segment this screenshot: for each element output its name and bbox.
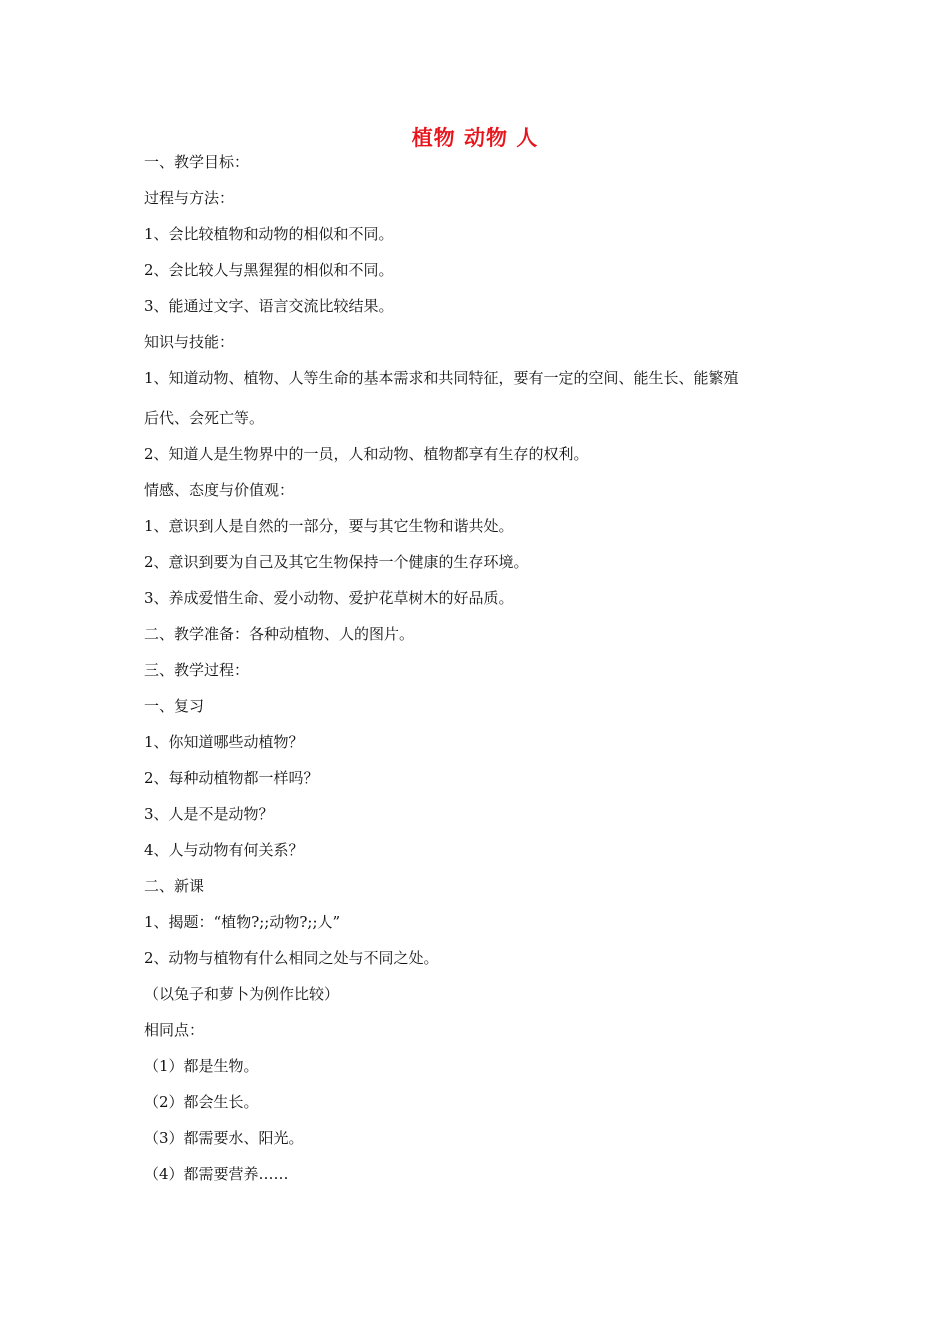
paragraph-line: （3）都需要水、阳光。 [144, 1129, 304, 1147]
paragraph-line: （1）都是生物。 [144, 1057, 259, 1075]
paragraph-line: 1、意识到人是自然的一部分，要与其它生物和谐共处。 [144, 517, 514, 535]
paragraph-line: 2、意识到要为自己及其它生物保持一个健康的生存环境。 [144, 553, 529, 571]
paragraph-line: 1、会比较植物和动物的相似和不同。 [144, 225, 394, 243]
paragraph-line: 二、教学准备：各种动植物、人的图片。 [144, 625, 415, 643]
paragraph-line: 相同点： [144, 1021, 205, 1039]
paragraph-line: 2、会比较人与黑猩猩的相似和不同。 [144, 261, 394, 279]
paragraph-line: 过程与方法： [144, 189, 235, 207]
paragraph-line: 3、养成爱惜生命、爱小动物、爱护花草树木的好品质。 [144, 589, 514, 607]
document-title: 植物 动物 人 [411, 126, 539, 150]
paragraph-line: 3、能通过文字、语言交流比较结果。 [144, 297, 394, 315]
paragraph-line: 一、教学目标： [144, 153, 250, 171]
paragraph-line: 2、每种动植物都一样吗？ [144, 769, 319, 787]
paragraph-line: （以兔子和萝卜为例作比较） [144, 985, 340, 1003]
paragraph-line: 1、揭题：“植物?;;动物?;;人” [144, 913, 341, 931]
paragraph-line: 2、知道人是生物界中的一员，人和动物、植物都享有生存的权利。 [144, 445, 589, 463]
paragraph-line: （4）都需要营养…… [144, 1165, 289, 1183]
paragraph-line: 4、人与动物有何关系？ [144, 841, 304, 859]
paragraph-line: 3、人是不是动物？ [144, 805, 274, 823]
paragraph-line: 情感、态度与价值观： [144, 481, 295, 499]
paragraph-line: 1、知道动物、植物、人等生命的基本需求和共同特征，要有一定的空间、能生长、能繁殖 [144, 369, 739, 387]
paragraph-line: （2）都会生长。 [144, 1093, 259, 1111]
paragraph-line: 三、教学过程： [144, 661, 250, 679]
paragraph-line: 后代、会死亡等。 [144, 409, 265, 427]
paragraph-line: 2、动物与植物有什么相同之处与不同之处。 [144, 949, 439, 967]
paragraph-line: 知识与技能： [144, 333, 235, 351]
paragraph-line: 二、新课 [144, 877, 205, 895]
paragraph-line: 1、你知道哪些动植物？ [144, 733, 304, 751]
paragraph-line: 一、复习 [144, 697, 205, 715]
